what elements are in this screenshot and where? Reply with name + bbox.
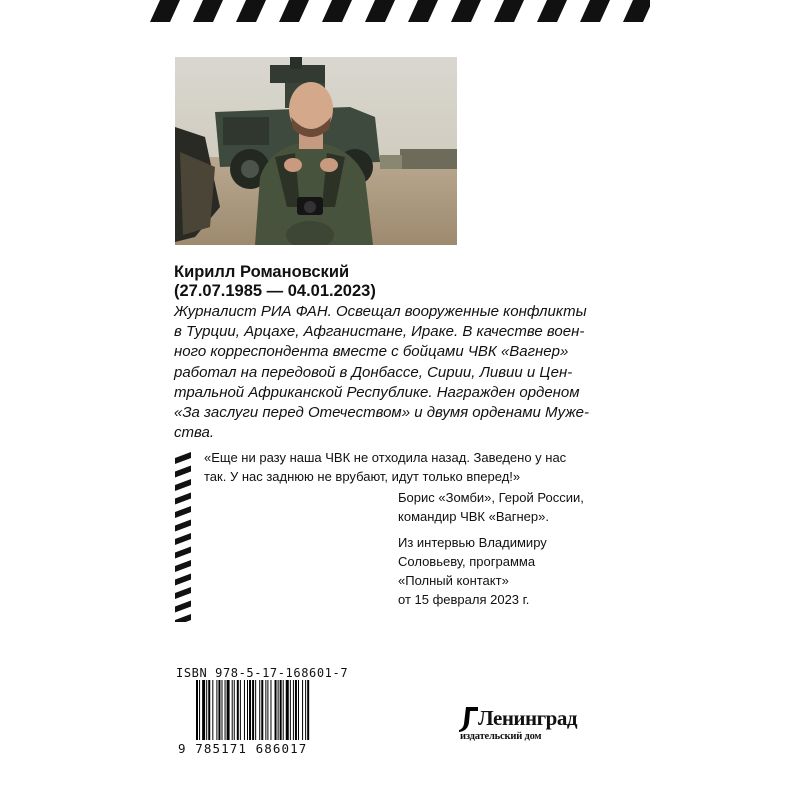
bio-line: работал на передовой в Донбассе, Сирии, Ливии и Цен- — [174, 363, 573, 381]
quote-line: так. У нас заднюю не врубают, идут только вперед!» — [204, 469, 521, 484]
barcode-digits: 9 785171 686017 — [178, 741, 308, 756]
bio-line: тральной Африканской Республике. Награжден орденом — [174, 383, 580, 401]
author-photo — [175, 57, 457, 245]
bio-line: Журналист РИА ФАН. Освещал вооруженные конфликты — [174, 303, 587, 320]
bio-line: ства. — [174, 424, 215, 442]
quote-attribution — [398, 488, 584, 526]
author-name: Кирилл Романовский — [174, 263, 350, 281]
attribution-line: командир ЧВК «Вагнер». — [398, 509, 549, 524]
quote — [204, 448, 594, 486]
publisher-subtitle: издательский дом — [460, 731, 542, 742]
publisher-mark-icon — [458, 706, 480, 732]
attribution-line: Борис «Зомби», Герой России, — [398, 490, 584, 505]
bio-line: ного корреспондента вместе с бойцами ЧВК «Вагнер» — [174, 343, 569, 361]
interview-line: от 15 февраля 2023 г. — [398, 592, 530, 607]
publisher-logo — [456, 706, 598, 752]
publisher-name: Ленинград — [478, 706, 577, 730]
top-stripe-band — [150, 0, 650, 22]
author-bio — [174, 302, 594, 443]
quote-line: «Еще ни разу наша ЧВК не отходила назад. Заведено у нас — [204, 450, 567, 465]
interview-line: Из интервью Владимиру — [398, 535, 547, 550]
interview-source — [398, 533, 547, 609]
side-stripe-band — [175, 452, 191, 622]
interview-line: Соловьеву, программа — [398, 554, 536, 569]
interview-line: «Полный контакт» — [398, 573, 509, 588]
author-dates: (27.07.1985 — 04.01.2023) — [174, 282, 376, 300]
bio-line: «За заслуги перед Отечеством» и двумя орденами Муже- — [174, 404, 589, 422]
isbn-label: ISBN 978-5-17-168601-7 — [176, 666, 349, 680]
barcode — [196, 680, 341, 740]
bio-line: в Турции, Арцахе, Афганистане, Ираке. В качестве воен- — [174, 323, 585, 341]
